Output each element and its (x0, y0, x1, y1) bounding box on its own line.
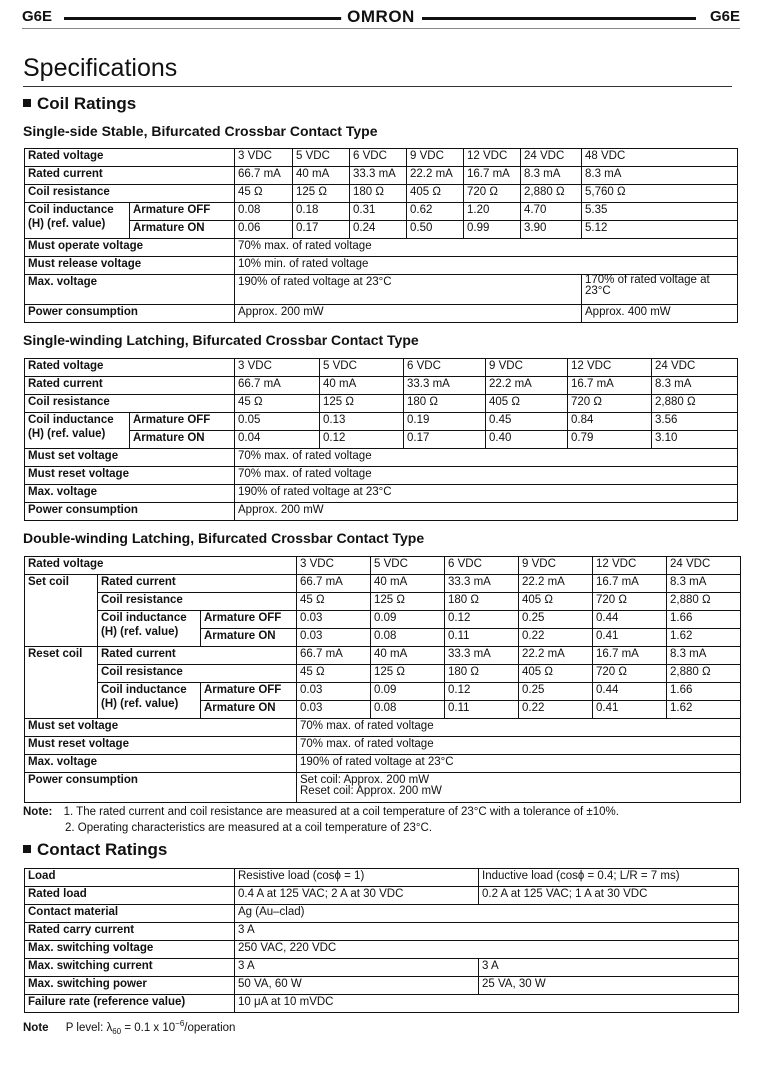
row-label: Rated load (25, 887, 235, 905)
cell: 12 VDC (593, 557, 667, 575)
cell: 0.06 (235, 221, 293, 239)
section-heading: Coil Ratings (37, 94, 137, 113)
row-label: Contact material (25, 905, 235, 923)
cell: 1.66 (667, 611, 741, 629)
header-divider (22, 28, 740, 29)
cell: 0.41 (593, 629, 667, 647)
row-label: Rated voltage (25, 359, 235, 377)
cell: 6 VDC (404, 359, 486, 377)
cell: Inductive load (cosϕ = 0.4; L/R = 7 ms) (479, 869, 739, 887)
row-label: Rated current (98, 647, 297, 665)
row-label: Max. voltage (25, 275, 235, 305)
cell: 3 A (235, 923, 739, 941)
cell: 0.2 A at 125 VAC; 1 A at 30 VDC (479, 887, 739, 905)
table-row (25, 275, 738, 305)
cell: 180 Ω (350, 185, 407, 203)
cell: 40 mA (293, 167, 350, 185)
cell: 5.12 (582, 221, 738, 239)
cell: 0.79 (568, 431, 652, 449)
cell: 5,760 Ω (582, 185, 738, 203)
cell: 48 VDC (582, 149, 738, 167)
cell: 170% of rated voltage at 23°C (582, 275, 738, 305)
cell: 3 A (479, 959, 739, 977)
cell: 70% max. of rated voltage (297, 719, 741, 737)
cell: 0.13 (320, 413, 404, 431)
cell: Resistive load (cosϕ = 1) (235, 869, 479, 887)
cell: 6 VDC (350, 149, 407, 167)
row-label: Must operate voltage (25, 239, 235, 257)
cell: 190% of rated voltage at 23°C (235, 485, 738, 503)
note-1: 1. The rated current and coil resistance are measured at a coil temperature of 23°C with a tolerance of ±10%. (63, 806, 619, 818)
row-label: Coil inductance (H) (ref. value) (98, 611, 201, 647)
cell: 0.09 (371, 683, 445, 701)
cell: 2,880 Ω (521, 185, 582, 203)
cell: Approx. 200 mW (235, 305, 582, 323)
row-label: Power consumption (25, 503, 235, 521)
cell: 0.24 (350, 221, 407, 239)
row-sublabel: Armature ON (201, 701, 297, 719)
cell: 125 Ω (320, 395, 404, 413)
cell: 5 VDC (293, 149, 350, 167)
cell: 0.4 A at 125 VAC; 2 A at 30 VDC (235, 887, 479, 905)
power-reset-coil: Reset coil: Approx. 200 mW (300, 785, 442, 797)
group-label: Set coil (25, 575, 98, 647)
cell: 16.7 mA (568, 377, 652, 395)
cell: 3 A (235, 959, 479, 977)
table-row (25, 593, 741, 611)
single-winding-title: Single-winding Latching, Bifurcated Crossbar Contact Type (23, 332, 419, 348)
table-row (25, 503, 738, 521)
cell: 8.3 mA (521, 167, 582, 185)
table-row (25, 485, 738, 503)
cell: 66.7 mA (235, 167, 293, 185)
table-row (25, 167, 738, 185)
cell: 0.25 (519, 683, 593, 701)
cell: 16.7 mA (464, 167, 521, 185)
cell: 405 Ω (407, 185, 464, 203)
cell: 180 Ω (404, 395, 486, 413)
cell: 0.84 (568, 413, 652, 431)
cell: 40 mA (320, 377, 404, 395)
row-sublabel: Armature OFF (201, 683, 297, 701)
cell: 6 VDC (445, 557, 519, 575)
cell: 0.40 (486, 431, 568, 449)
cell: 0.17 (293, 221, 350, 239)
cell: 2,880 Ω (667, 593, 741, 611)
cell: 0.03 (297, 701, 371, 719)
table-row (25, 557, 741, 575)
cell: 50 VA, 60 W (235, 977, 479, 995)
contact-ratings-table (24, 868, 739, 1013)
cell: 66.7 mA (297, 647, 371, 665)
cell: 22.2 mA (486, 377, 568, 395)
cell: 0.25 (519, 611, 593, 629)
table-row (25, 647, 741, 665)
cell: 8.3 mA (652, 377, 738, 395)
cell: 33.3 mA (350, 167, 407, 185)
row-label: Rated current (98, 575, 297, 593)
cell: 16.7 mA (593, 575, 667, 593)
table-row (25, 305, 738, 323)
row-label: Load (25, 869, 235, 887)
row-sublabel: Armature ON (201, 629, 297, 647)
row-label: Max. voltage (25, 755, 297, 773)
cell: 0.12 (445, 683, 519, 701)
cell: 0.09 (371, 611, 445, 629)
cell: 0.11 (445, 701, 519, 719)
cell: 45 Ω (235, 395, 320, 413)
cell: 22.2 mA (519, 575, 593, 593)
cell: Approx. 200 mW (235, 503, 738, 521)
cell: 3 VDC (235, 149, 293, 167)
row-label: Rated voltage (25, 149, 235, 167)
table-row (25, 941, 739, 959)
note-label: Note (23, 1021, 49, 1034)
power-set-coil: Set coil: Approx. 200 mW (300, 774, 430, 786)
coil-notes (23, 806, 619, 818)
cell: 1.62 (667, 701, 741, 719)
cell: 405 Ω (519, 593, 593, 611)
cell: 16.7 mA (593, 647, 667, 665)
note-superscript: −6 (175, 1019, 185, 1028)
table-row (25, 719, 741, 737)
table-row (25, 185, 738, 203)
group-label: Reset coil (25, 647, 98, 719)
cell: 8.3 mA (667, 575, 741, 593)
row-label: Coil resistance (98, 665, 297, 683)
cell: 22.2 mA (519, 647, 593, 665)
cell: 2,880 Ω (667, 665, 741, 683)
cell: 40 mA (371, 575, 445, 593)
cell: 125 Ω (371, 593, 445, 611)
row-sublabel: Armature OFF (201, 611, 297, 629)
cell: 3.90 (521, 221, 582, 239)
cell: 3.56 (652, 413, 738, 431)
cell: 250 VAC, 220 VDC (235, 941, 739, 959)
row-label: Max. switching voltage (25, 941, 235, 959)
table-row (25, 755, 741, 773)
cell: 190% of rated voltage at 23°C (235, 275, 582, 305)
table-row (25, 887, 739, 905)
cell: 24 VDC (652, 359, 738, 377)
cell: 720 Ω (464, 185, 521, 203)
cell: 0.05 (235, 413, 320, 431)
row-label: Must set voltage (25, 719, 297, 737)
row-label: Coil inductance (H) (ref. value) (98, 683, 201, 719)
cell: 0.44 (593, 683, 667, 701)
table-row (25, 773, 741, 803)
cell: 9 VDC (407, 149, 464, 167)
cell: 720 Ω (593, 665, 667, 683)
section-heading: Contact Ratings (37, 840, 168, 859)
cell: 190% of rated voltage at 23°C (297, 755, 741, 773)
table-row (25, 413, 738, 431)
row-label: Must release voltage (25, 257, 235, 275)
cell: 70% max. of rated voltage (235, 467, 738, 485)
cell: 0.17 (404, 431, 486, 449)
table-row (25, 203, 738, 221)
model-right: G6E (709, 8, 740, 25)
row-label: Rated current (25, 167, 235, 185)
cell: 66.7 mA (235, 377, 320, 395)
note-label: Note: (23, 806, 53, 818)
cell: 0.08 (371, 629, 445, 647)
cell: 0.12 (320, 431, 404, 449)
cell: 3 VDC (235, 359, 320, 377)
bullet-square-icon (23, 845, 31, 853)
row-label: Power consumption (25, 305, 235, 323)
row-label: Must reset voltage (25, 737, 297, 755)
double-winding-title: Double-winding Latching, Bifurcated Crossbar Contact Type (23, 530, 425, 546)
cell: Ag (Au–clad) (235, 905, 739, 923)
cell: 0.18 (293, 203, 350, 221)
table-row (25, 395, 738, 413)
row-label: Coil resistance (25, 185, 235, 203)
cell: 9 VDC (486, 359, 568, 377)
cell: 0.44 (593, 611, 667, 629)
header-rule-left (64, 17, 380, 20)
row-label: Rated carry current (25, 923, 235, 941)
header-rule-right (422, 17, 696, 20)
table-row (25, 575, 741, 593)
cell: 33.3 mA (404, 377, 486, 395)
cell: 0.04 (235, 431, 320, 449)
cell: 125 Ω (293, 185, 350, 203)
row-label: Max. voltage (25, 485, 235, 503)
single-winding-table (24, 358, 738, 521)
cell: 10% min. of rated voltage (235, 257, 738, 275)
row-label: Max. switching current (25, 959, 235, 977)
note-subscript: 60 (112, 1027, 122, 1037)
table-row (25, 923, 739, 941)
cell: 1.20 (464, 203, 521, 221)
cell: 8.3 mA (582, 167, 738, 185)
table-row (25, 905, 739, 923)
cell: 8.3 mA (667, 647, 741, 665)
table-row (25, 995, 739, 1013)
cell: 0.08 (371, 701, 445, 719)
cell: 0.08 (235, 203, 293, 221)
cell: 0.03 (297, 611, 371, 629)
cell: 125 Ω (371, 665, 445, 683)
cell: 33.3 mA (445, 647, 519, 665)
cell: 25 VA, 30 W (479, 977, 739, 995)
table-row (25, 683, 741, 701)
note-2: 2. Operating characteristics are measured at a coil temperature of 23°C. (65, 822, 433, 834)
row-label: Power consumption (25, 773, 297, 803)
page-header (22, 8, 740, 28)
cell: 0.19 (404, 413, 486, 431)
cell: 1.66 (667, 683, 741, 701)
cell: 2,880 Ω (652, 395, 738, 413)
row-sublabel: Armature OFF (130, 413, 235, 431)
note-text: /operation (184, 1021, 236, 1034)
cell: 45 Ω (235, 185, 293, 203)
cell: 24 VDC (521, 149, 582, 167)
row-label: Rated current (25, 377, 235, 395)
cell: 0.41 (593, 701, 667, 719)
note-text: P level: λ (65, 1021, 113, 1034)
cell: 12 VDC (464, 149, 521, 167)
cell: 33.3 mA (445, 575, 519, 593)
single-side-table (24, 148, 738, 323)
table-row (25, 959, 739, 977)
contact-note (23, 1019, 235, 1036)
cell: 45 Ω (297, 593, 371, 611)
double-winding-table (24, 556, 741, 803)
cell: 0.03 (297, 683, 371, 701)
cell: 9 VDC (519, 557, 593, 575)
cell: 70% max. of rated voltage (235, 449, 738, 467)
bullet-square-icon (23, 99, 31, 107)
table-row (25, 359, 738, 377)
cell: 720 Ω (568, 395, 652, 413)
cell: 22.2 mA (407, 167, 464, 185)
cell: 5 VDC (371, 557, 445, 575)
page-title: Specifications (23, 54, 178, 82)
cell: 0.11 (445, 629, 519, 647)
cell: 5 VDC (320, 359, 404, 377)
row-label: Max. switching power (25, 977, 235, 995)
single-side-title: Single-side Stable, Bifurcated Crossbar Contact Type (23, 123, 378, 139)
cell: 1.62 (667, 629, 741, 647)
row-label: Coil inductance (H) (ref. value) (25, 413, 130, 449)
row-sublabel: Armature ON (130, 431, 235, 449)
cell: 720 Ω (593, 593, 667, 611)
cell: 405 Ω (486, 395, 568, 413)
table-row (25, 737, 741, 755)
row-sublabel: Armature ON (130, 221, 235, 239)
row-label: Coil inductance (H) (ref. value) (25, 203, 130, 239)
row-label: Coil resistance (98, 593, 297, 611)
model-left: G6E (22, 8, 53, 25)
cell: 0.12 (445, 611, 519, 629)
table-row (25, 467, 738, 485)
cell: 10 μA at 10 mVDC (235, 995, 739, 1013)
cell: 405 Ω (519, 665, 593, 683)
section-coil-ratings (23, 94, 136, 114)
table-row (25, 869, 739, 887)
row-label: Rated voltage (25, 557, 297, 575)
table-row (25, 431, 738, 449)
cell (297, 773, 741, 803)
table-row (25, 257, 738, 275)
row-label: Coil resistance (25, 395, 235, 413)
cell: 0.22 (519, 701, 593, 719)
cell: 3.10 (652, 431, 738, 449)
cell: 180 Ω (445, 593, 519, 611)
row-label: Must reset voltage (25, 467, 235, 485)
table-row (25, 449, 738, 467)
table-row (25, 611, 741, 629)
cell: Approx. 400 mW (582, 305, 738, 323)
cell: 24 VDC (667, 557, 741, 575)
cell: 180 Ω (445, 665, 519, 683)
table-row (25, 149, 738, 167)
cell: 3 VDC (297, 557, 371, 575)
cell: 0.31 (350, 203, 407, 221)
title-divider (23, 86, 732, 87)
row-sublabel: Armature OFF (130, 203, 235, 221)
cell: 0.99 (464, 221, 521, 239)
cell: 70% max. of rated voltage (235, 239, 738, 257)
cell: 70% max. of rated voltage (297, 737, 741, 755)
cell: 0.03 (297, 629, 371, 647)
row-label: Failure rate (reference value) (25, 995, 235, 1013)
brand-logo: OMRON (341, 7, 421, 27)
cell: 12 VDC (568, 359, 652, 377)
cell: 5.35 (582, 203, 738, 221)
table-row (25, 665, 741, 683)
table-row (25, 239, 738, 257)
table-row (25, 221, 738, 239)
cell: 0.22 (519, 629, 593, 647)
cell: 0.62 (407, 203, 464, 221)
cell: 0.45 (486, 413, 568, 431)
cell: 4.70 (521, 203, 582, 221)
cell: 0.50 (407, 221, 464, 239)
row-label: Must set voltage (25, 449, 235, 467)
cell: 45 Ω (297, 665, 371, 683)
table-row (25, 377, 738, 395)
cell: 40 mA (371, 647, 445, 665)
cell: 66.7 mA (297, 575, 371, 593)
section-contact-ratings (23, 840, 167, 860)
note-text: = 0.1 x 10 (121, 1021, 176, 1034)
table-row (25, 977, 739, 995)
